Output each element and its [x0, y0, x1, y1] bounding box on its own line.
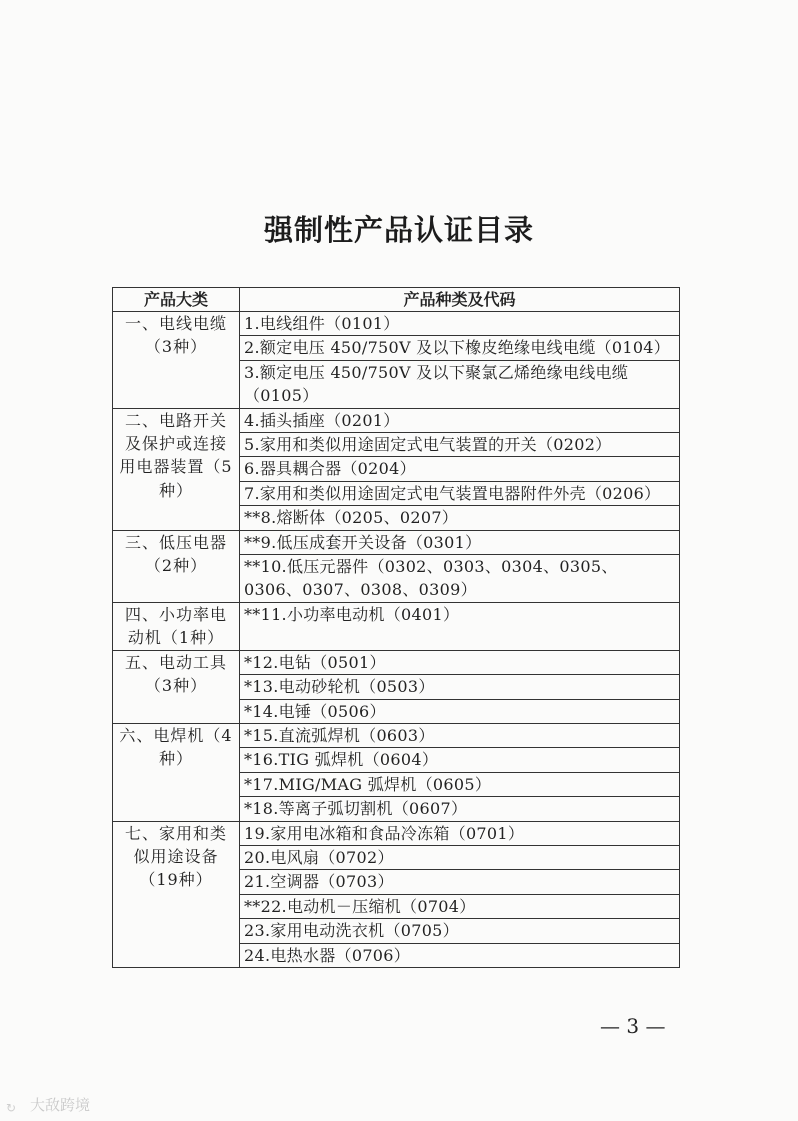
catalog-table — [112, 287, 680, 968]
watermark — [6, 1094, 90, 1115]
item-cell: *15.直流弧焊机（0603） — [240, 723, 680, 747]
item-cell: **11.小功率电动机（0401） — [240, 602, 680, 650]
category-cell: 六、电焊机（4种） — [113, 723, 240, 821]
item-cell: 21.空调器（0703） — [240, 870, 680, 894]
item-cell: **22.电动机－压缩机（0704） — [240, 894, 680, 918]
item-cell: 24.电热水器（0706） — [240, 943, 680, 967]
watermark-logo-icon: ↻ — [6, 1101, 17, 1115]
item-cell: *14.电锤（0506） — [240, 699, 680, 723]
table-row — [113, 602, 680, 650]
item-cell: *12.电钻（0501） — [240, 650, 680, 674]
page-number: — 3 — — [600, 1014, 666, 1038]
item-cell: 19.家用电冰箱和食品冷冻箱（0701） — [240, 821, 680, 845]
watermark-text: 大敌跨境 — [30, 1096, 91, 1114]
table-row — [113, 312, 680, 336]
item-cell: 3.额定电压 450/750V 及以下聚氯乙烯绝缘电线电缆（0105） — [240, 360, 680, 408]
table-row — [113, 530, 680, 554]
category-cell: 一、电线电缆（3种） — [113, 312, 240, 409]
item-cell: *17.MIG/MAG 弧焊机（0605） — [240, 772, 680, 796]
item-cell: 4.插头插座（0201） — [240, 408, 680, 432]
item-cell: 7.家用和类似用途固定式电气装置电器附件外壳（0206） — [240, 481, 680, 505]
item-cell: 2.额定电压 450/750V 及以下橡皮绝缘电线电缆（0104） — [240, 336, 680, 360]
category-cell: 五、电动工具（3种） — [113, 650, 240, 723]
category-cell: 四、小功率电动机（1种） — [113, 602, 240, 650]
item-cell: *16.TIG 弧焊机（0604） — [240, 748, 680, 772]
column-header-category: 产品大类 — [113, 288, 240, 312]
item-cell: 5.家用和类似用途固定式电气装置的开关（0202） — [240, 433, 680, 457]
column-header-items: 产品种类及代码 — [240, 288, 680, 312]
item-cell: **10.低压元器件（0302、0303、0304、0305、0306、0307、0308、0309） — [240, 555, 680, 603]
table-row — [113, 821, 680, 845]
table-row — [113, 408, 680, 432]
item-cell: 20.电风扇（0702） — [240, 845, 680, 869]
item-cell: *18.等离子弧切割机（0607） — [240, 797, 680, 821]
item-cell: **8.熔断体（0205、0207） — [240, 506, 680, 530]
table-row — [113, 650, 680, 674]
item-cell: 6.器具耦合器（0204） — [240, 457, 680, 481]
item-cell: 1.电线组件（0101） — [240, 312, 680, 336]
category-cell: 七、家用和类似用途设备（19种） — [113, 821, 240, 967]
table-header-row — [113, 288, 680, 312]
item-cell: *13.电动砂轮机（0503） — [240, 675, 680, 699]
category-cell: 三、低压电器（2种） — [113, 530, 240, 602]
item-cell: **9.低压成套开关设备（0301） — [240, 530, 680, 554]
table-row — [113, 723, 680, 747]
item-cell: 23.家用电动洗衣机（0705） — [240, 919, 680, 943]
page-title: 强制性产品认证目录 — [263, 213, 534, 247]
category-cell: 二、电路开关及保护或连接用电器装置（5种） — [113, 408, 240, 530]
